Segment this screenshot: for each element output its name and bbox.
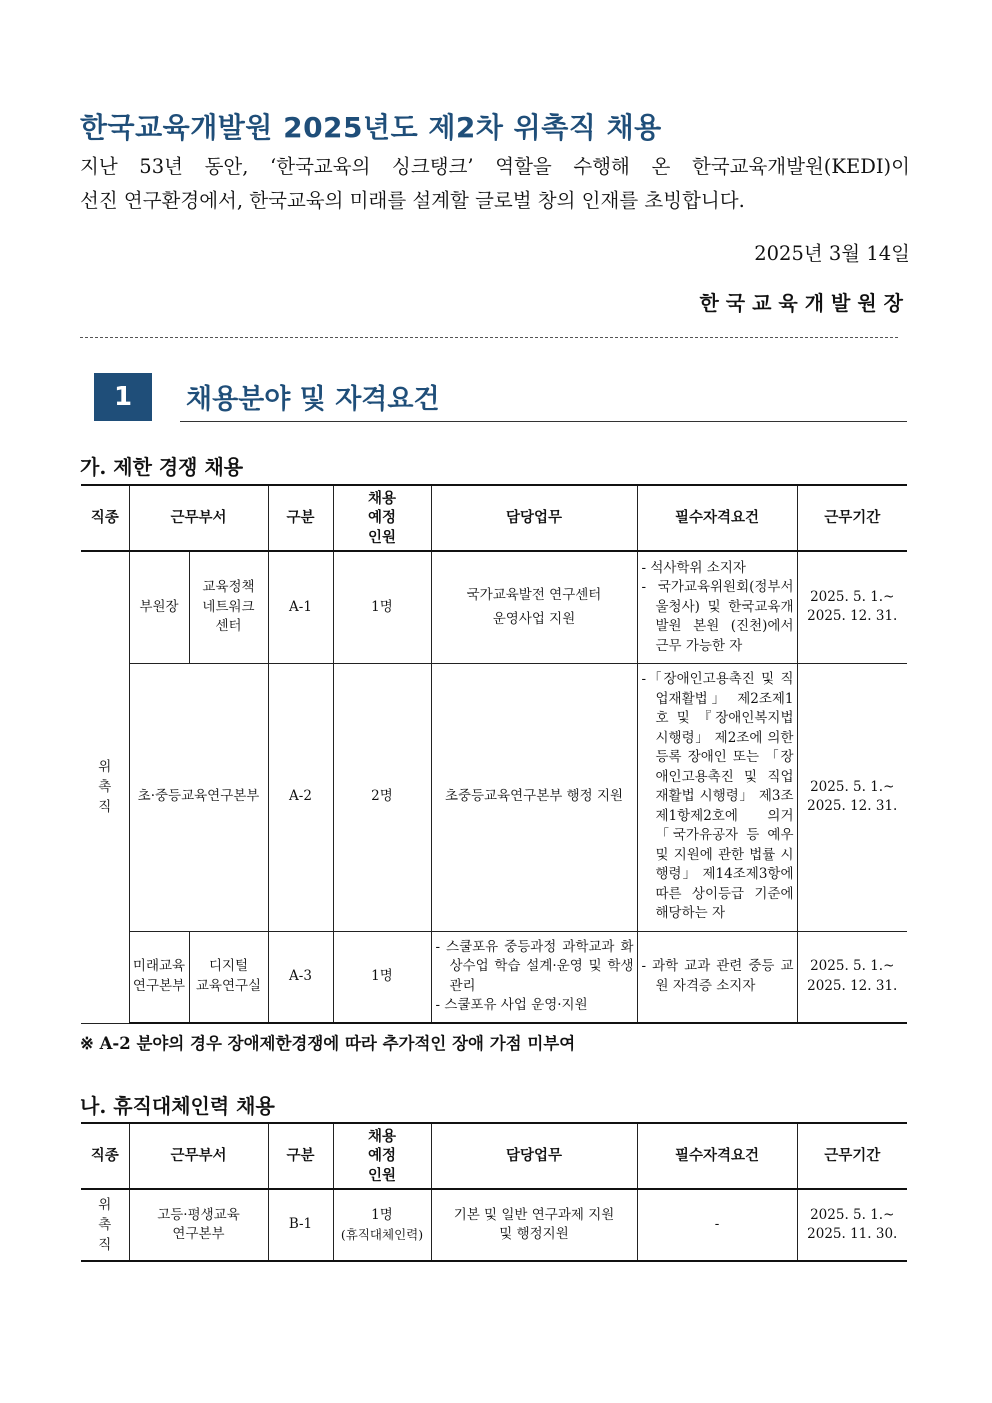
qual-cell: - [637,1189,797,1261]
duty-cell: 기본 및 일반 연구과제 지원 및 행정지원 [431,1189,637,1261]
table-row [81,931,907,1023]
page-title: 한국교육개발원 2025년도 제2차 위촉직 채용 [80,111,662,144]
col-headcount-line3: 인원 [367,1166,396,1184]
duty-item: - 스쿨포유 중등과정 과학교과 화상수업 학습 설계·운영 및 학생 관리 [435,938,634,994]
code-cell: B-1 [268,1189,333,1261]
duty-cell: 국가교육발전 연구센터 운영사업 지원 [431,551,637,663]
col-headcount-line2: 예정 [367,1147,396,1165]
qual-cell [637,551,797,663]
subsection-b-title: 나. 휴직대체인력 채용 [80,1094,275,1118]
col-headcount-line1: 채용 [367,1127,396,1145]
count-note: (휴직대체인력) [340,1227,424,1242]
col-headcount-line1: 채용 [367,489,396,507]
job-type-cell: 위 촉 직 [81,551,129,1023]
period-cell: 2025. 5. 1.~ 2025. 12. 31. [797,551,907,663]
col-headcount-line2: 예정 [367,509,396,527]
intro-text [80,150,910,218]
period-cell: 2025. 5. 1.~ 2025. 11. 30. [797,1189,907,1261]
code-cell: A-2 [268,663,333,931]
col-qual: 필수자격요건 [637,1123,797,1189]
signer-name: 한국교육개발원장 [699,291,910,315]
col-code: 구분 [268,485,333,551]
dept-sub-cell: 교육정책 네트워크 센터 [189,551,268,663]
section-number-badge: 1 [94,373,152,421]
dept-main-cell: 초·중등교육연구본부 [129,663,268,931]
job-type-cell: 위 촉 직 [81,1189,129,1261]
col-dept: 근무부서 [129,1123,268,1189]
table-row [81,551,907,663]
subsection-a-title: 가. 제한 경쟁 채용 [80,455,244,479]
count-cell: 1명 [333,551,431,663]
intro-line-1: 지난 53년 동안, ‘한국교육의 싱크탱크’ 역할을 수행해 온 한국교육개발원(KEDI)이 [80,155,910,178]
period-cell: 2025. 5. 1.~ 2025. 12. 31. [797,663,907,931]
section-title: 채용분야 및 자격요건 [186,384,440,415]
restricted-recruitment-table [81,484,907,1024]
count-cell: 2명 [333,663,431,931]
col-type: 직종 [81,1123,129,1189]
section-underline [180,421,907,422]
qual-item: -「장애인고용촉진 및 직업재활법」 제2조제1호 및 『장애인복지법 시행령」 제2조에 의한 등록 장애인 또는 「장애인고용촉진 및 직업재활법 시행령」 제3조제1항제2호에 의거 「국가유공자 등 예우 및 지원에 관한 법률 시행령」 제14조제3항에 따른 상이등급 기준에 해당하는 자 [641,671,794,922]
dept-main-cell: 부원장 [129,551,189,663]
col-type: 직종 [81,485,129,551]
col-dept: 근무부서 [129,485,268,551]
code-cell: A-1 [268,551,333,663]
dashed-divider [80,337,898,338]
note-text: ※ A-2 분야의 경우 장애제한경쟁에 따라 추가적인 장애 가점 미부여 [80,1034,576,1053]
duty-item: - 스쿨포유 사업 운영·지원 [435,997,588,1014]
duty-cell [431,931,637,1023]
col-qual: 필수자격요건 [637,485,797,551]
col-headcount-line3: 인원 [367,528,396,546]
col-headcount [333,485,431,551]
leave-replacement-table [81,1122,907,1262]
count-cell: 1명 [333,931,431,1023]
dept-sub-cell: 디지털 교육연구실 [189,931,268,1023]
code-cell: A-3 [268,931,333,1023]
table-header-row [81,1123,907,1189]
period-cell: 2025. 5. 1.~ 2025. 12. 31. [797,931,907,1023]
col-period: 근무기간 [797,1123,907,1189]
dept-cell: 고등·평생교육 연구본부 [129,1189,268,1261]
count-value: 1명 [371,1206,393,1223]
issue-date: 2025년 3월 14일 [754,242,910,265]
qual-item: - 국가교육위원회(정부서울청사) 및 한국교육개발원 본원 (진천)에서 근무 가능한 자 [641,579,794,654]
count-cell [333,1189,431,1261]
dept-main-cell: 미래교육 연구본부 [129,931,189,1023]
qual-cell [637,931,797,1023]
col-duty: 담당업무 [431,1123,637,1189]
duty-cell: 초중등교육연구본부 행정 지원 [431,663,637,931]
col-period: 근무기간 [797,485,907,551]
table-header-row [81,485,907,551]
intro-line-2: 선진 연구환경에서, 한국교육의 미래를 설계할 글로벌 창의 인재를 초빙합니다. [80,189,745,212]
table-row [81,663,907,931]
qual-item: - 과학 교과 관련 중등 교원 자격증 소지자 [641,958,794,994]
col-code: 구분 [268,1123,333,1189]
qual-cell [637,663,797,931]
qual-item: - 석사학위 소지자 [641,559,746,576]
table-row [81,1189,907,1261]
col-duty: 담당업무 [431,485,637,551]
col-headcount [333,1123,431,1189]
